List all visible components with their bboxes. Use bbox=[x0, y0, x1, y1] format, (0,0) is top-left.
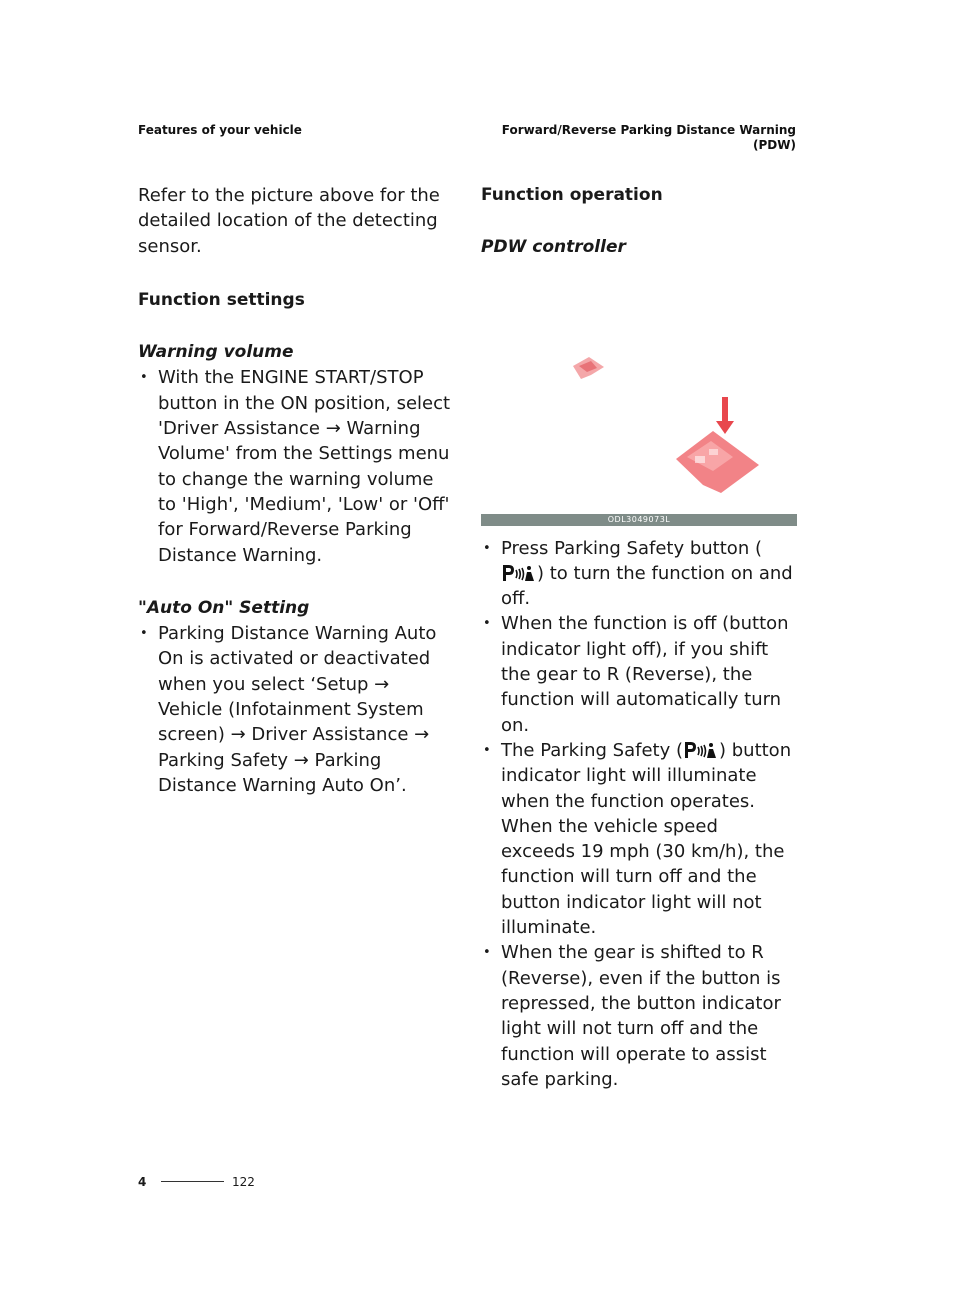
bullet-reverse-gear: • When the gear is shifted to R (Reverse), even if the button is repressed, the button indicator light will not turn off and the function will operate to assist safe parking. bbox=[481, 940, 797, 1092]
pdw-controller-figure bbox=[481, 271, 797, 526]
page-footer bbox=[138, 1175, 255, 1189]
bullet-press-button: • Press Parking Safety button () to turn the function on and off. bbox=[481, 536, 797, 612]
running-header-chapter: Features of your vehicle bbox=[138, 123, 302, 137]
arrow-head bbox=[716, 421, 734, 434]
pdw-operation-list bbox=[481, 536, 797, 1093]
warning-volume-heading: Warning volume bbox=[138, 342, 294, 363]
running-header-line-1: Forward/Reverse Parking Distance Warning bbox=[501, 123, 796, 137]
left-column bbox=[138, 183, 453, 798]
auto-on-bullet: • Parking Distance Warning Auto On is activated or deactivated when you select ‘Setup → Vehicle (Infotainment System screen) → Driver Assistance → Parking Safety → Parking Distance Warning Auto On’. bbox=[138, 621, 453, 798]
auto-on-list bbox=[138, 621, 453, 798]
footer-divider bbox=[161, 1181, 224, 1182]
pdw-controller-heading: PDW controller bbox=[481, 237, 626, 258]
parking-safety-icon bbox=[683, 740, 719, 760]
function-settings-heading: Function settings bbox=[138, 289, 305, 310]
chapter-number: 4 bbox=[138, 1175, 147, 1189]
warning-volume-list bbox=[138, 365, 453, 567]
warning-volume-bullet: • With the ENGINE START/STOP button in the ON position, select 'Driver Assistance → Warning Volume' from the Settings menu to change the warning volume to 'High', 'Medium', 'Low' or 'Off' for Forward/Reverse Parking Distance Warning. bbox=[138, 365, 453, 567]
figure-caption: ODL3049073L bbox=[481, 514, 797, 526]
parking-safety-icon bbox=[501, 563, 537, 583]
console-illustration bbox=[481, 271, 797, 526]
bullet-indicator-light: • The Parking Safety ( ) button indicator light will illuminate when the function operates. When the vehicle speed exceeds 19 mph (30 km/h), the function will turn off and the button indicator light will not illuminate. bbox=[481, 738, 797, 940]
function-operation-heading: Function operation bbox=[481, 185, 663, 205]
bullet-auto-turn-on: • When the function is off (button indicator light off), if you shift the gear to R (Reverse), the function will automatically turn on. bbox=[481, 611, 797, 737]
running-header-line-2: (PDW) bbox=[753, 138, 796, 152]
intro-paragraph: Refer to the picture above for the detailed location of the detecting sensor. bbox=[138, 185, 440, 257]
running-header-section bbox=[502, 123, 796, 153]
page-number: 122 bbox=[232, 1175, 255, 1189]
arrow-shaft bbox=[722, 397, 728, 423]
right-column bbox=[481, 183, 797, 1092]
auto-on-heading: "Auto On" Setting bbox=[138, 597, 310, 618]
